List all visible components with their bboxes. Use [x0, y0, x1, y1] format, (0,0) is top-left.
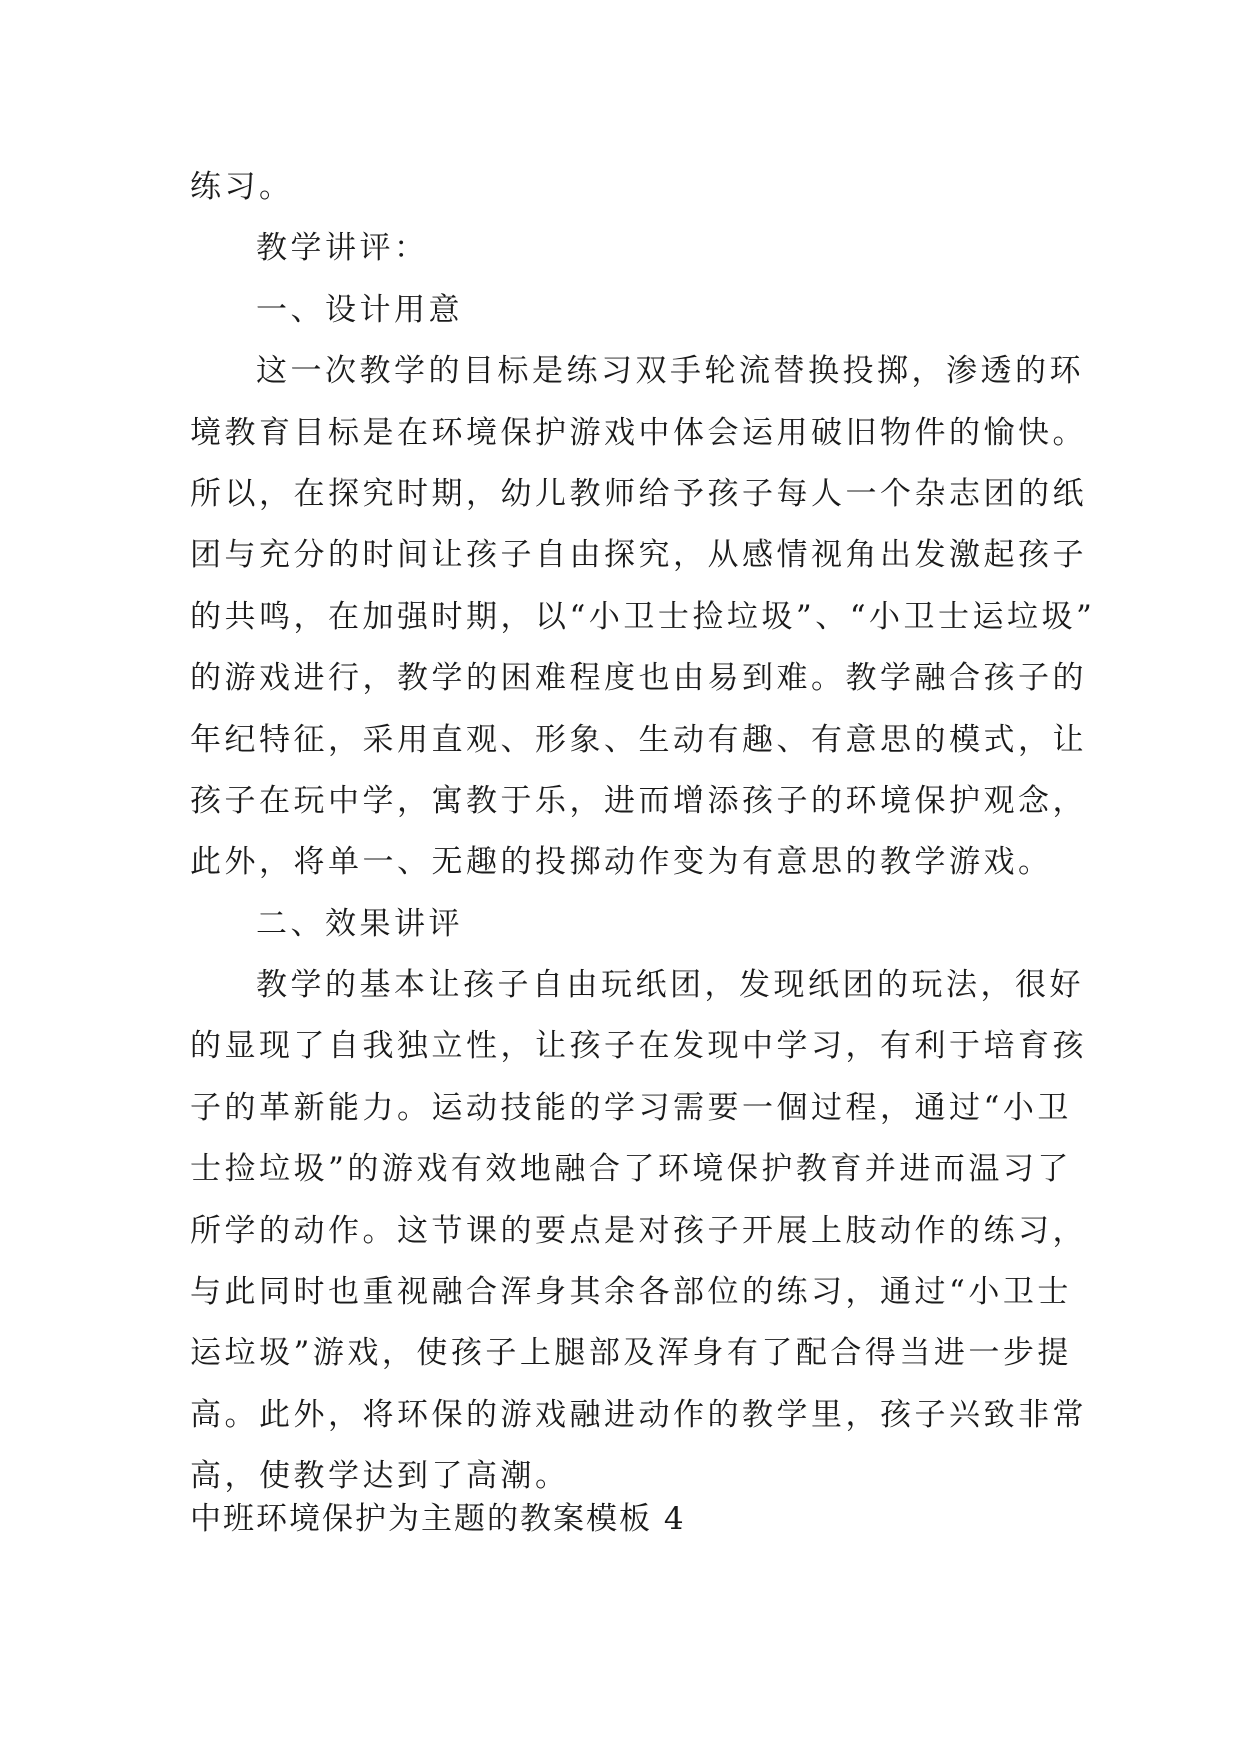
paragraph-line: 士捡垃圾”的游戏有效地融合了环境保护教育并进而温习了 — [190, 1151, 1072, 1188]
paragraph-line: 所学的动作。这节课的要点是对孩子开展上肢动作的练习， — [190, 1212, 1087, 1249]
heading-line: 一、设计用意 — [256, 291, 463, 328]
paragraph-line: 此外，将单一、无趣的投掷动作变为有意思的教学游戏。 — [190, 844, 1053, 881]
paragraph-line: 的共鸣，在加强时期，以“小卫士捡垃圾”、“小卫士运垃圾” — [190, 598, 1096, 635]
section-title: 中班环境保护为主题的教案模板 4 — [190, 1501, 686, 1537]
paragraph-line: 运垃圾”游戏，使孩子上腿部及浑身有了配合得当进一步提 — [190, 1335, 1072, 1372]
paragraph-line: 教学的基本让孩子自由玩纸团，发现纸团的玩法，很好 — [256, 967, 1084, 1004]
paragraph-line: 高。此外，将环保的游戏融进动作的教学里，孩子兴致非常 — [190, 1396, 1087, 1433]
paragraph-line: 境教育目标是在环境保护游戏中体会运用破旧物件的愉快。 — [190, 414, 1087, 451]
heading-line: 教学讲评： — [256, 230, 429, 267]
paragraph-line: 与此同时也重视融合浑身其余各部位的练习，通过“小卫士 — [190, 1274, 1072, 1311]
paragraph-line: 子的革新能力。运动技能的学习需要一個过程，通过“小卫 — [190, 1089, 1072, 1126]
paragraph-line: 年纪特征，采用直观、形象、生动有趣、有意思的模式，让 — [190, 721, 1087, 758]
paragraph-line: 团与充分的时间让孩子自由探究，从感情视角出发激起孩子 — [190, 537, 1087, 574]
paragraph-line: 高，使教学达到了高潮。 — [190, 1458, 570, 1495]
paragraph-line: 这一次教学的目标是练习双手轮流替换投掷，渗透的环 — [256, 353, 1084, 390]
paragraph-line: 练习。 — [190, 169, 294, 205]
paragraph-line: 的游戏进行，教学的困难程度也由易到难。教学融合孩子的 — [190, 660, 1087, 697]
paragraph-line: 所以，在探究时期，幼儿教师给予孩子每人一个杂志团的纸 — [190, 475, 1087, 512]
heading-line: 二、效果讲评 — [256, 905, 463, 942]
paragraph-line: 的显现了自我独立性，让孩子在发现中学习，有利于培育孩 — [190, 1028, 1087, 1065]
body-text — [190, 157, 1096, 1508]
paragraph-line: 孩子在玩中学，寓教于乐，进而增添孩子的环境保护观念， — [190, 782, 1087, 819]
